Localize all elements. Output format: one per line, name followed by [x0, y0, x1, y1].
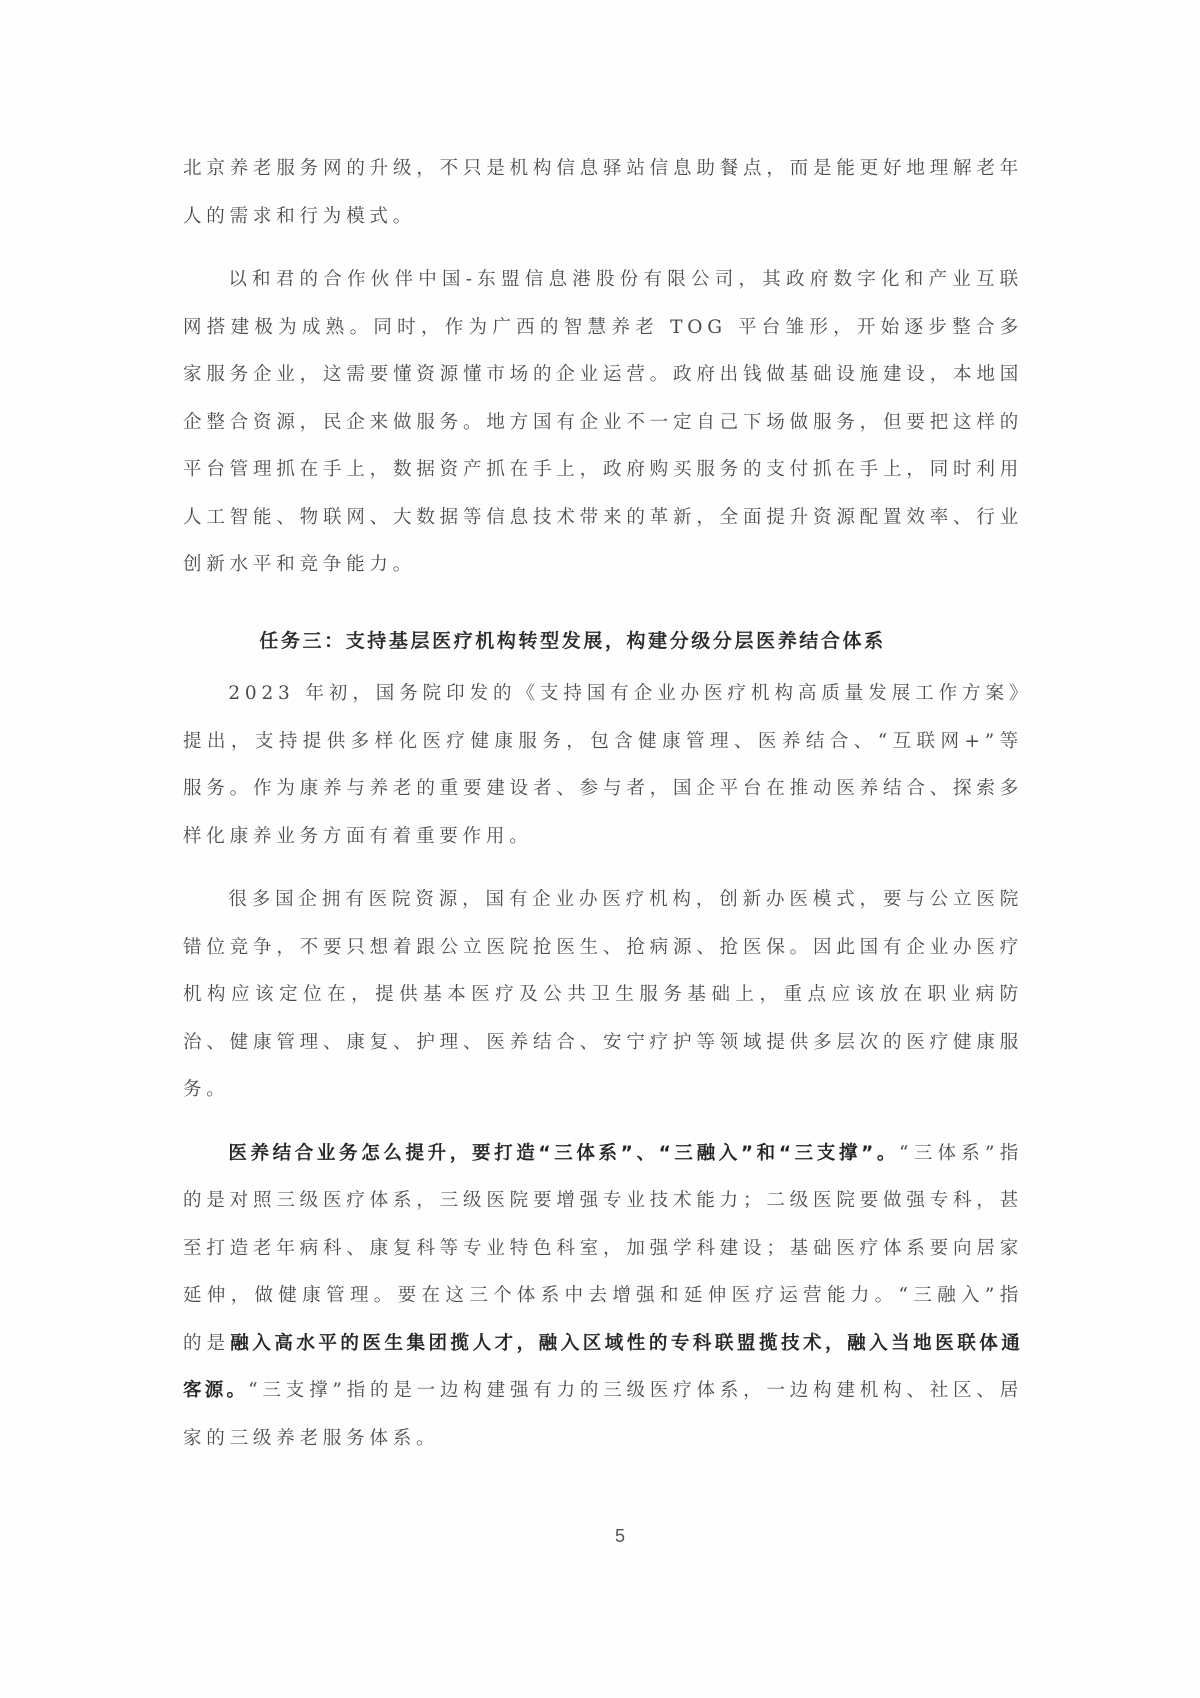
bold-mid-text: 融入高水平的医生集团揽人才，融入区域性的专科联盟揽技术，融入当地医联体通客源。: [183, 1332, 1023, 1401]
body-section-top: [183, 145, 1023, 589]
continued-paragraph: 北京养老服务网的升级，不只是机构信息驿站信息助餐点，而是能更好地理解老年人的需求和行为模式。: [183, 158, 1023, 227]
paragraph-text-part-2: “三支撑”指的是一边构建强有力的三级医疗体系，一边构建机构、社区、居家的三级养老服务体系。: [183, 1380, 1023, 1449]
paragraph-cafta-platform: 以和君的合作伙伴中国-东盟信息港股份有限公司，其政府数字化和产业互联网搭建极为成熟。同时，作为广西的智慧养老 TOG 平台雏形，开始逐步整合多家服务企业，这需要懂资源懂市场的企业运营。政府出钱做基础设施建设，本地国企整合资源，民企来做服务。地方国有企业不一定自己下场做服务，但要把这样的平台管理抓在手上，数据资产抓在手上，政府购买服务的支付抓在手上，同时利用人工智能、物联网、大数据等信息技术带来的革新，全面提升资源配置效率、行业创新水平和竞争能力。: [183, 269, 1023, 575]
paragraph-policy-2023: 2023 年初，国务院印发的《支持国有企业办医疗机构高质量发展工作方案》提出，支持提供多样化医疗健康服务，包含健康管理、医养结合、“互联网+”等服务。作为康养与养老的重要建设者、参与者，国企平台在推动医养结合、探索多样化康养业务方面有着重要作用。: [183, 683, 1023, 847]
body-section-bottom: [183, 670, 1023, 1462]
paragraph-text-part-1: “三体系”指的是对照三级医疗体系，三级医院要增强专业技术能力；二级医院要做强专科，甚至打造老年病科、康复科等专业特色科室，加强学科建设；基础医疗体系要向居家延伸，做健康管理。要在这三个体系中去增强和延伸医疗运营能力。“三融入”指的是: [183, 1142, 1024, 1354]
paragraph-three-systems: [183, 1130, 1023, 1463]
page-number: 5: [614, 1526, 625, 1546]
paragraph-soe-hospitals: 很多国企拥有医院资源，国有企业办医疗机构，创新办医模式，要与公立医院错位竞争，不要只想着跟公立医院抢医生、抢病源、抢医保。因此国有企业办医疗机构应该定位在，提供基本医疗及公共卫生服务基础上，重点应该放在职业病防治、健康管理、康复、护理、医养结合、安宁疗护等领域提供多层次的医疗健康服务。: [183, 889, 1023, 1100]
bold-lead-text: 医养结合业务怎么提升，要打造“三体系”、“三融入”和“三支撑”。: [228, 1142, 900, 1164]
section-heading: 任务三：支持基层医疗机构转型发展，构建分级分层医养结合体系: [259, 630, 886, 652]
